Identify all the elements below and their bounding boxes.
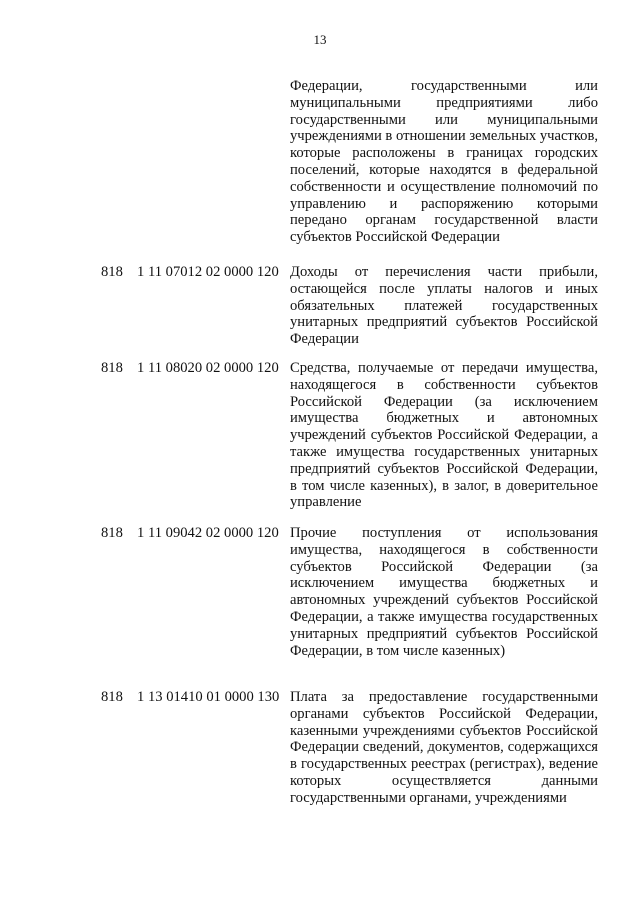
budget-classification-code: 1 11 08020 02 0000 120 (137, 360, 279, 376)
revenue-description: Прочие поступления от использования имущества, находящегося в собственности субъектов Российской Федерации (за исключением имущества бюджетных и автономных учреждений субъектов Российской Федерации, а также имущества государственных унитарных предприятий субъектов Российской Федерации, в том числе казенных) (290, 525, 598, 659)
admin-code: 818 (101, 264, 123, 280)
budget-classification-code: 1 13 01410 01 0000 130 (137, 689, 280, 705)
admin-code: 818 (101, 689, 123, 705)
revenue-description: Плата за предоставление государственными органами субъектов Российской Федерации, казенными учреждениями субъектов Российской Федерации сведений, документов, содержащихся в государственных реестрах (регистрах), ведение которых осуществляется данными государственными органами, учреждениями (290, 689, 598, 806)
page-number: 13 (313, 32, 327, 47)
admin-code: 818 (101, 525, 123, 541)
budget-classification-code: 1 11 07012 02 0000 120 (137, 264, 279, 280)
admin-code: 818 (101, 360, 123, 376)
revenue-description: Федерации, государственными или муниципальными предприятиями либо государственными или муниципальными учреждениями в отношении земельных участков, которые расположены в границах городских поселений, которые находятся в федеральной собственности и осуществление полномочий по управлению и распоряжению которыми передано органам государственной власти субъектов Российской Федерации (290, 78, 598, 246)
revenue-description: Доходы от перечисления части прибыли, остающейся после уплаты налогов и иных обязательных платежей государственных унитарных предприятий субъектов Российской Федерации (290, 264, 598, 348)
revenue-description: Средства, получаемые от передачи имущества, находящегося в собственности субъектов Российской Федерации (за исключением имущества бюджетных и автономных учреждений субъектов Российской Федерации, а также имущества государственных унитарных предприятий субъектов Российской Федерации, в том числе казенных), в залог, в доверительное управление (290, 360, 598, 511)
budget-classification-code: 1 11 09042 02 0000 120 (137, 525, 279, 541)
